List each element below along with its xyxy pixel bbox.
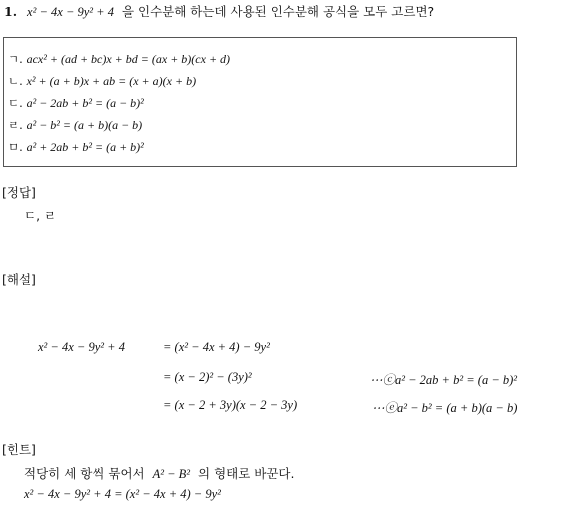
question-expression: x² − 4x − 9y² + 4 [27, 5, 114, 19]
choice-formula: a² − b² = (a + b)(a − b) [26, 118, 143, 132]
question-number: 1. [4, 4, 18, 19]
answer-value: ㄷ, ㄹ [24, 208, 57, 223]
question-line [4, 2, 434, 20]
explanation-line3-note: ⋯ⓔa² − b² = (a + b)(a − b) [372, 401, 518, 415]
choice-label: ㄹ. [8, 118, 23, 132]
choice-label: ㅁ. [8, 140, 23, 154]
choice-5 [8, 139, 144, 155]
hint-text-before: 적당히 세 항씩 묶어서 [24, 466, 145, 481]
hint-formula: x² − 4x − 9y² + 4 = (x² − 4x + 4) − 9y² [24, 487, 221, 501]
choice-4 [8, 117, 142, 133]
answer-heading: [정답] [2, 185, 36, 200]
choice-formula: acx² + (ad + bc)x + bd = (ax + b)(cx + d) [26, 52, 231, 66]
explanation-line1-left: x² − 4x − 9y² + 4 [38, 340, 125, 354]
choice-formula: a² − 2ab + b² = (a − b)² [26, 96, 144, 110]
hint-text-after: 의 형태로 바꾼다. [198, 466, 295, 481]
choice-label: ㄷ. [8, 96, 23, 110]
hint-heading: [힌트] [2, 442, 36, 457]
explanation-line3-right: = (x − 2 + 3y)(x − 2 − 3y) [163, 398, 298, 412]
choice-label: ㄱ. [8, 52, 23, 66]
choice-1 [8, 51, 230, 67]
choice-2 [8, 73, 196, 89]
explanation-line2-note: ⋯ⓒa² − 2ab + b² = (a − b)² [370, 373, 518, 387]
choices-box [3, 37, 517, 167]
choice-formula: a² + 2ab + b² = (a + b)² [26, 140, 144, 154]
explanation-line1-right: = (x² − 4x + 4) − 9y² [163, 340, 270, 354]
choice-3 [8, 95, 144, 111]
hint-text-line [24, 464, 294, 482]
question-text: 을 인수분해 하는데 사용된 인수분해 공식을 모두 고르면? [121, 4, 435, 19]
explanation-heading: [해설] [2, 272, 36, 287]
hint-text-expr: A² − B² [152, 467, 191, 481]
choice-label: ㄴ. [8, 74, 23, 88]
choice-formula: x² + (a + b)x + ab = (x + a)(x + b) [26, 74, 197, 88]
explanation-line2-right: = (x − 2)² − (3y)² [163, 370, 252, 384]
